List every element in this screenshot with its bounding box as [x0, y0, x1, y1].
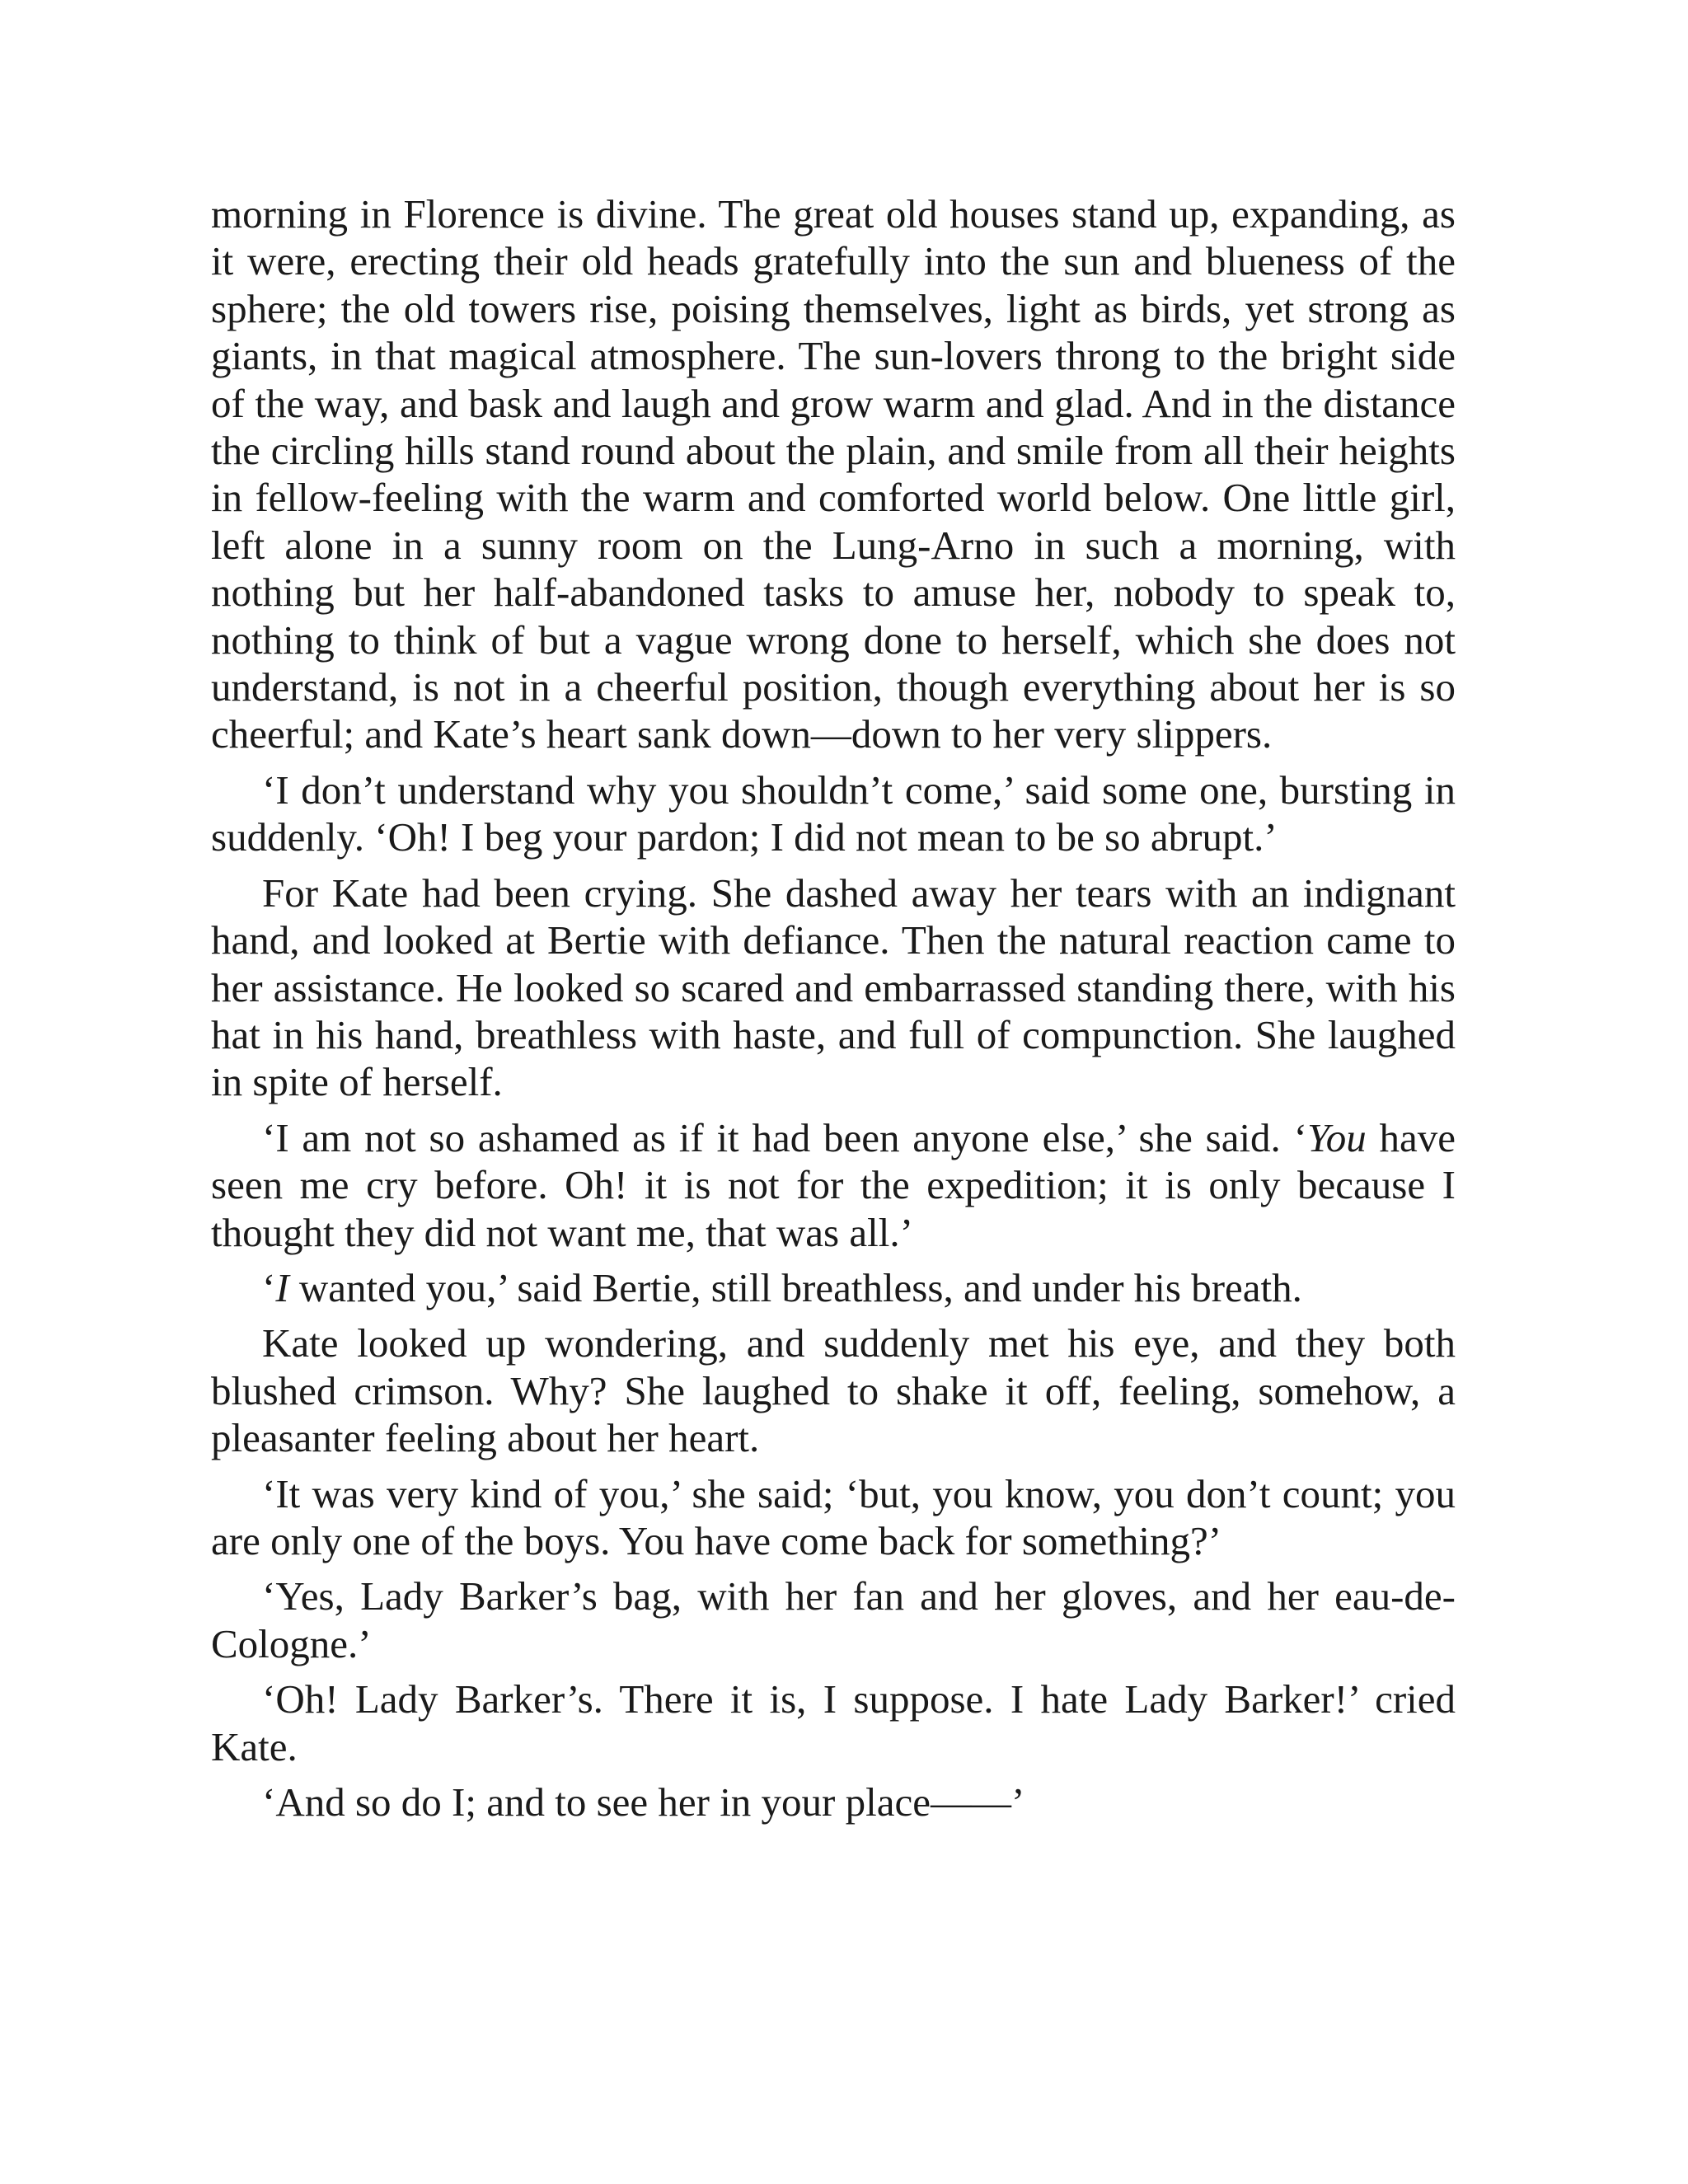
paragraph-i-wanted-you [211, 1264, 1456, 1311]
paragraph-so-do-i: ‘And so do I; and to see her in your place——’ [262, 1779, 1025, 1825]
paragraph-hate-lady-barker: ‘Oh! Lady Barker’s. There it is, I suppose. I hate Lady Barker!’ cried Kate. [211, 1676, 1456, 1769]
text-post: have seen me cry before. Oh! it is not for the expedition; it is only because I thought they did not want me, that was all.’ [211, 1114, 1456, 1255]
emphasis-you: You [1306, 1114, 1367, 1160]
paragraph-kate-crying: For Kate had been crying. She dashed away her tears with an indignant hand, and looked at Bertie with defiance. Then the natural reaction came to her assistance. He looked so scared and embarrassed standing there, with his hat in his hand, breathless with haste, and full of compunction. She laughed in spite of herself. [211, 869, 1456, 1105]
emphasis-i: I [275, 1264, 289, 1310]
paragraph-blushed-crimson: Kate looked up wondering, and suddenly met his eye, and they both blushed crimson. Why? She laughed to shake it off, feeling, somehow, a pleasanter feeling about her heart. [211, 1320, 1456, 1461]
paragraph-lady-barkers-bag: ‘Yes, Lady Barker’s bag, with her fan and her gloves, and her eau-de-Cologne.’ [211, 1573, 1456, 1666]
paragraph-dont-understand: ‘I don’t understand why you shouldn’t come,’ said some one, bursting in suddenly. ‘Oh! I beg your pardon; I did not mean to be so abrupt.’ [211, 766, 1456, 860]
paragraph-very-kind: ‘It was very kind of you,’ she said; ‘but, you know, you don’t count; you are only one of the boys. You have come back for something?’ [211, 1470, 1456, 1563]
text-pre: ‘ [262, 1264, 276, 1310]
page-body [211, 190, 1456, 1825]
text-post: wanted you,’ said Bertie, still breathless, and under his breath. [288, 1264, 1302, 1310]
text-pre: ‘I am not so ashamed as if it had been anyone else,’ she said. ‘ [262, 1114, 1307, 1160]
paragraph-florence-morning: morning in Florence is divine. The great old houses stand up, expanding, as it were, erecting their old heads gratefully into the sun and blueness of the sphere; the old towers rise, poising themselves, light as birds, yet strong as giants, in that magical atmosphere. The sun-lovers throng to the bright side of the way, and bask and laugh and grow warm and glad. And in the distance the circling hills stand round about the plain, and smile from all their heights in fellow-feeling with the warm and comforted world below. One little girl, left alone in a sunny room on the Lung-Arno in such a morning, with nothing but her half-abandoned tasks to amuse her, nobody to speak to, nothing to think of but a vague wrong done to herself, which she does not understand, is not in a cheerful position, though everything about her is so cheerful; and Kate’s heart sank down—down to her very slippers. [211, 191, 1456, 757]
paragraph-not-ashamed [211, 1114, 1456, 1256]
